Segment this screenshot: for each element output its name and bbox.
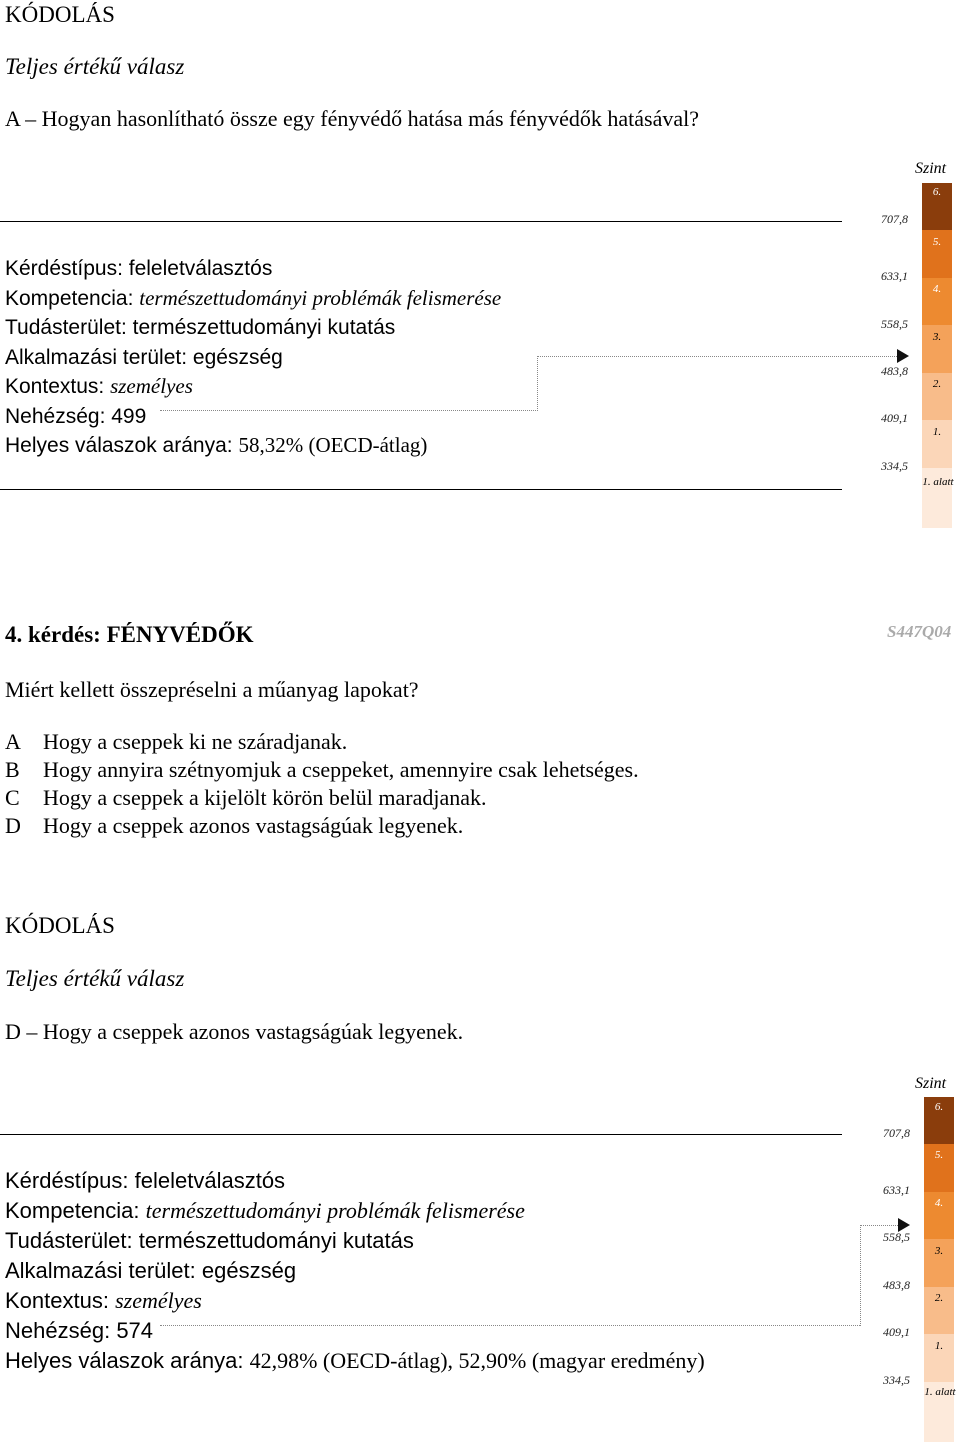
app-value: egészség xyxy=(201,1258,297,1283)
area-value: természettudományi kutatás xyxy=(138,1228,414,1253)
type-label: Kérdéstípus xyxy=(5,257,118,280)
correct-answer: D – Hogy a cseppek azonos vastagságúak legyenek. xyxy=(5,1019,464,1044)
scale-number: 707,8 xyxy=(881,212,908,226)
top-rule xyxy=(0,221,842,222)
scale-number: 483,8 xyxy=(881,364,908,378)
scale-number: 409,1 xyxy=(883,1325,910,1339)
bottom-rule xyxy=(0,489,842,490)
option-d: D Hogy a cseppek azonos vastagságúak legyenek. xyxy=(5,813,464,838)
scale-number: 483,8 xyxy=(883,1278,910,1292)
answer-options xyxy=(5,728,639,840)
scale-number: 633,1 xyxy=(883,1183,910,1197)
level-label: 1. alatt xyxy=(922,476,954,488)
scale-title: Szint xyxy=(915,160,947,177)
question-title: 4. kérdés: FÉNYVÉDŐK xyxy=(5,622,254,647)
level-label: 4. xyxy=(934,1197,944,1209)
difficulty-label: Nehézség xyxy=(5,404,100,428)
level-label: 3. xyxy=(934,1245,944,1257)
coding-heading: KÓDOLÁS xyxy=(5,2,115,27)
question-code: S447Q04 xyxy=(887,622,952,641)
type-label: Kérdéstípus xyxy=(5,1168,123,1193)
question-metadata: Kérdéstípus: feleletválasztós Kompetencia: természettudományi problémák felismerése Tudásterület: természettudományi kutatás Alkalmazási terület: egészség Kontextus: személyes Nehézség: 574 Helyes válaszok aránya: 42,98% (OECD-átlag), 52,90% (magyar eredmény) xyxy=(5,1168,705,1373)
area-label: Tudásterület xyxy=(5,1228,127,1253)
app-label: Alkalmazási terület xyxy=(5,345,182,369)
competence-label: Kompetencia xyxy=(5,1198,134,1223)
coding-heading: KÓDOLÁS xyxy=(5,913,115,938)
difficulty-value: 499 xyxy=(111,404,147,428)
difficulty-value: 574 xyxy=(116,1318,154,1343)
level-label: 6. xyxy=(932,186,942,198)
correct-value: 42,98% (OECD-átlag), 52,90% (magyar eredmény) xyxy=(249,1348,705,1373)
level-label: 1. xyxy=(932,426,942,438)
question-text: Miért kellett összepréselni a műanyag lapokat? xyxy=(5,677,419,702)
full-credit-heading: Teljes értékű válasz xyxy=(5,966,185,991)
scale-number: 558,5 xyxy=(883,1230,910,1244)
app-label: Alkalmazási terület xyxy=(5,1258,190,1283)
context-value: személyes xyxy=(115,1288,202,1313)
context-label: Kontextus xyxy=(5,1288,103,1313)
difficulty-arrow-icon xyxy=(897,349,909,363)
correct-answer: A – Hogyan hasonlítható össze egy fényvédő hatása más fényvédők hatásával? xyxy=(5,106,700,131)
type-value: feleletválasztós xyxy=(128,257,273,280)
correct-label: Helyes válaszok aránya xyxy=(5,434,227,457)
level-label: 6. xyxy=(934,1101,944,1113)
level-label: 4. xyxy=(932,283,942,295)
area-value: természettudományi kutatás xyxy=(132,316,396,339)
area-label: Tudásterület xyxy=(5,316,121,339)
context-value: személyes xyxy=(110,374,193,398)
scale-title: Szint xyxy=(915,1075,947,1092)
difficulty-connector xyxy=(160,1325,860,1326)
scale-number: 334,5 xyxy=(881,459,908,473)
correct-value: 58,32% (OECD-átlag) xyxy=(238,433,428,457)
scale-number: 409,1 xyxy=(881,411,908,425)
level-label: 2. xyxy=(934,1292,944,1304)
scale-number: 633,1 xyxy=(881,269,908,283)
difficulty-connector xyxy=(160,410,538,411)
level-label: 1. alatt xyxy=(924,1386,956,1398)
option-c: C Hogy a cseppek a kijelölt körön belül maradjanak. xyxy=(5,785,487,810)
top-rule xyxy=(0,1134,842,1135)
full-credit-heading: Teljes értékű válasz xyxy=(5,54,185,79)
question-metadata: Kérdéstípus: feleletválasztós Kompetencia: természettudományi problémák felismerése Tudásterület: természettudományi kutatás Alkalmazási terület: egészség Kontextus: személyes Nehézség: 499 Helyes válaszok aránya: 58,32% (OECD-átlag) xyxy=(5,257,502,457)
difficulty-label: Nehézség xyxy=(5,1318,105,1343)
competence-value: természettudományi problémák felismerése xyxy=(145,1198,525,1223)
difficulty-connector-top xyxy=(537,356,897,357)
scale-number: 558,5 xyxy=(881,317,908,331)
scale-number: 334,5 xyxy=(883,1373,910,1387)
scale-number: 707,8 xyxy=(883,1126,910,1140)
app-value: egészség xyxy=(192,345,283,369)
level-label: 1. xyxy=(934,1340,944,1352)
level-label: 5. xyxy=(932,236,942,248)
competence-value: természettudományi problémák felismerése xyxy=(139,285,502,310)
competence-label: Kompetencia xyxy=(5,286,128,310)
level-label: 3. xyxy=(932,331,942,343)
difficulty-connector-top xyxy=(860,1225,898,1226)
correct-label: Helyes válaszok aránya xyxy=(5,1348,238,1373)
option-b: B Hogy annyira szétnyomjuk a cseppeket, amennyire csak lehetséges. xyxy=(5,757,639,782)
type-value: feleletválasztós xyxy=(134,1168,286,1193)
option-a: A Hogy a cseppek ki ne száradjanak. xyxy=(5,729,348,754)
level-label: 5. xyxy=(934,1149,944,1161)
level-label: 2. xyxy=(932,378,942,390)
context-label: Kontextus xyxy=(5,375,99,398)
difficulty-connector-vertical xyxy=(537,356,538,411)
